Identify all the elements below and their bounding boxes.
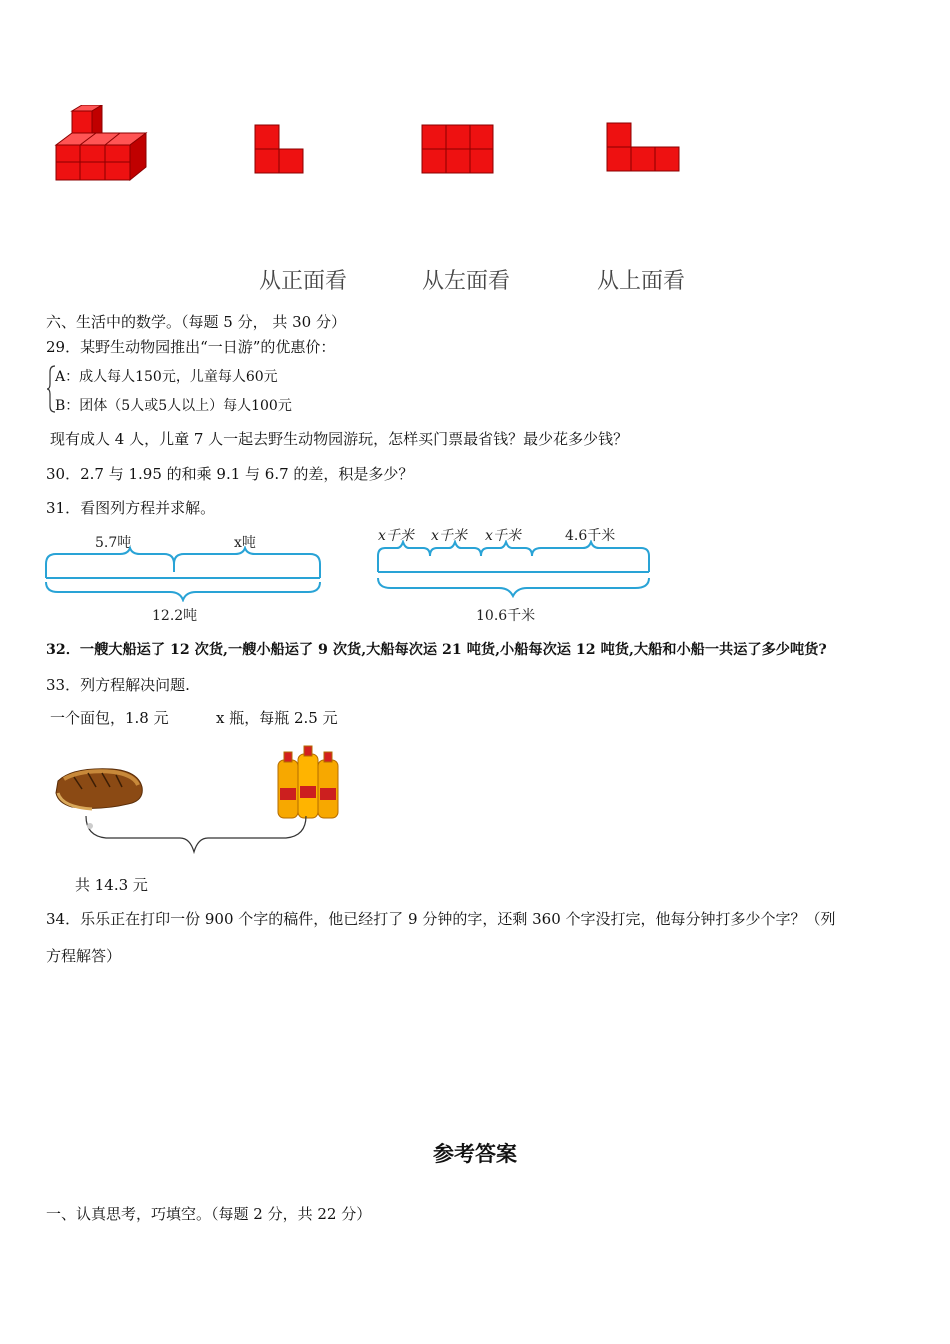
cube-figure-3d xyxy=(50,105,155,187)
q31-d2-total-label: 10.6千米 xyxy=(476,608,536,624)
section-6-heading: 六、生活中的数学。（每题 5 分， 共 30 分） xyxy=(46,313,346,331)
q33-bottom-brace xyxy=(80,812,312,856)
answers-section-1-heading: 一、认真思考，巧填空。（每题 2 分，共 22 分） xyxy=(46,1205,372,1223)
q31-d1-top-right-label: x吨 xyxy=(234,535,256,551)
q31-diagram-2 xyxy=(373,540,655,598)
juice-bottles-image xyxy=(272,742,344,822)
q31-diagram-1 xyxy=(40,546,325,602)
front-view-figure xyxy=(254,124,304,174)
q31-d1-total-label: 12.2吨 xyxy=(152,608,198,624)
q33-total-label: 共 14.3 元 xyxy=(75,876,148,894)
top-view-figure xyxy=(606,122,680,172)
q31-d1-top-left-label: 5.7吨 xyxy=(95,535,132,551)
q34-line-2: 方程解答） xyxy=(46,947,122,965)
q31-d2-seg4-label: 4.6千米 xyxy=(565,528,616,544)
q34-line-1: 34．乐乐正在打印一份 900 个字的稿件，他已经打了 9 分钟的字，还剩 360 个字没打完，他每分钟打多少个字？（列 xyxy=(46,910,836,928)
q31-d2-seg2-label: x千米 xyxy=(431,528,467,544)
q31-d2-seg1-label: x千米 xyxy=(378,528,414,544)
left-view-label: 从左面看 xyxy=(422,269,511,294)
q31-title: 31．看图列方程并求解。 xyxy=(46,499,216,517)
q33-bread-label: 一个面包，1.8 元 xyxy=(50,709,169,727)
left-view-figure xyxy=(421,124,494,174)
bread-image xyxy=(52,765,146,813)
top-view-label: 从上面看 xyxy=(597,269,686,294)
q32-text: 32．一艘大船运了 12 次货,一艘小船运了 9 次货,大船每次运 21 吨货,小船每次运 12 吨货,大船和小船一共运了多少吨货? xyxy=(46,642,827,658)
q29-title: 29．某野生动物园推出“一日游”的优惠价： xyxy=(46,338,336,356)
q30-text: 30．2.7 与 1.95 的和乘 9.1 与 6.7 的差，积是多少？ xyxy=(46,465,414,483)
q29-option-b: B：团体（5人或5人以上）每人100元 xyxy=(55,398,292,414)
q33-bottles-label: x 瓶，每瓶 2.5 元 xyxy=(216,709,338,727)
answers-title: 参考答案 xyxy=(433,1142,517,1166)
q31-d2-seg3-label: x千米 xyxy=(485,528,521,544)
q33-title: 33．列方程解决问题. xyxy=(46,676,190,694)
q29-option-a: A：成人每人150元，儿童每人60元 xyxy=(55,369,278,385)
front-view-label: 从正面看 xyxy=(259,269,348,294)
q29-question: 现有成人 4 人，儿童 7 人一起去野生动物园游玩，怎样买门票最省钱？最少花多少钱？ xyxy=(50,430,629,448)
